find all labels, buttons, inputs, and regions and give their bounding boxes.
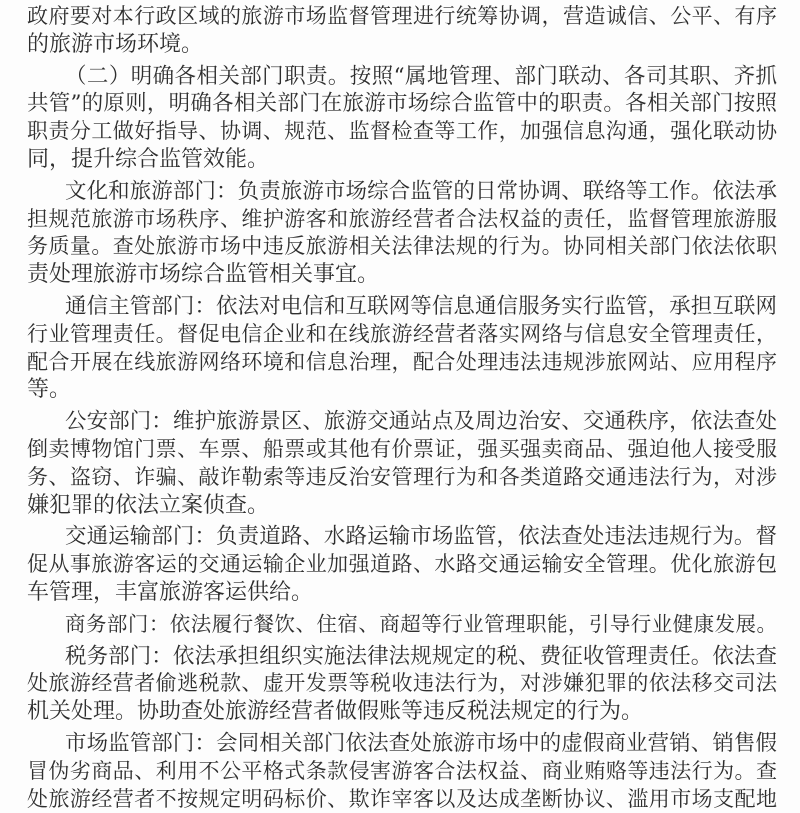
paragraph <box>27 178 777 289</box>
paragraph <box>27 611 777 639</box>
paragraph <box>27 63 777 174</box>
text-line: 商务部门：依法履行餐饮、住宿、商超等行业管理职能，引导行业健康发展。 <box>65 611 777 636</box>
text-line: 车管理，丰富旅游客运供给。 <box>27 579 314 605</box>
text-line: 公安部门：维护旅游景区、旅游交通站点及周边治安、交通秩序，依法查处 <box>65 409 777 435</box>
text-line: 通信主管部门：依法对电信和互联网等信息通信服务实行监管，承担互联网 <box>65 293 777 319</box>
text-line: 共管”的原则，明确各相关部门在旅游市场综合监管中的职责。各相关部门按照 <box>27 91 777 117</box>
paragraph <box>27 408 777 519</box>
text-line: 嫌犯罪的依法立案侦查。 <box>27 492 270 518</box>
text-line: 倒卖博物馆门票、车票、船票或其他有价票证，强买强卖商品、强迫他人接受服 <box>27 436 777 461</box>
text-line: 担规范旅游市场秩序、维护游客和旅游经营者合法权益的责任，监督管理旅游服 <box>27 206 777 231</box>
paragraph <box>27 730 777 813</box>
text-line: 机关处理。协助查处旅游经营者做假账等违反税法规定的行为。 <box>27 699 644 725</box>
text-line: 等。 <box>27 377 72 403</box>
text-line: 冒伪劣商品、利用不公平格式条款侵害游客合法权益、商业贿赂等违法行为。查 <box>27 758 777 783</box>
paragraph <box>27 643 777 726</box>
text-line: 的旅游市场环境。 <box>27 31 204 57</box>
text-line: 行业管理责任。督促电信企业和在线旅游经营者落实网络与信息安全管理责任， <box>27 321 777 346</box>
text-line: 政府要对本行政区域的旅游市场监督管理进行统筹协调，营造诚信、公平、有序 <box>27 4 777 28</box>
text-line: 市场监管部门：会同相关部门依法查处旅游市场中的虚假商业营销、销售假 <box>65 730 777 756</box>
paragraph <box>27 293 777 404</box>
text-line: 配合开展在线旅游网络环境和信息治理，配合处理违法违规涉旅网站、应用程序 <box>27 349 777 374</box>
text-line: 责处理旅游市场综合监管相关事宜。 <box>27 262 380 288</box>
paragraph <box>27 523 777 606</box>
text-line: 同，提升综合监管效能。 <box>27 146 270 172</box>
text-line: 文化和旅游部门：负责旅游市场综合监管的日常协调、联络等工作。依法承 <box>65 178 777 204</box>
text-line: 职责分工做好指导、协调、规范、监督检查等工作，加强信息沟通，强化联动协 <box>27 119 777 144</box>
text-line: 处旅游经营者不按规定明码标价、欺诈宰客以及达成垄断协议、滥用市场支配地 <box>27 786 777 811</box>
text-line: 务质量。查处旅游市场中违反旅游相关法律法规的行为。协同相关部门依法依职 <box>27 234 777 259</box>
text-line: 处旅游经营者偷逃税款、虚开发票等税收违法行为，对涉嫌犯罪的依法移交司法 <box>27 671 777 696</box>
text-line: 税务部门：依法承担组织实施法律法规规定的税、费征收管理责任。依法查 <box>65 643 777 669</box>
paragraph <box>27 3 777 59</box>
text-line: （二）明确各相关部门职责。按照“属地管理、部门联动、各司其职、齐抓 <box>65 63 777 89</box>
text-line: 务、盗窃、诈骗、敲诈勒索等违反治安管理行为和各类道路交通违法行为，对涉 <box>27 464 777 489</box>
text-line: 交通运输部门：负责道路、水路运输市场监管，依法查处违法违规行为。督 <box>65 524 777 550</box>
text-line: 促从事旅游客运的交通运输企业加强道路、水路交通运输安全管理。优化旅游包 <box>27 552 777 577</box>
document-body <box>27 3 777 813</box>
